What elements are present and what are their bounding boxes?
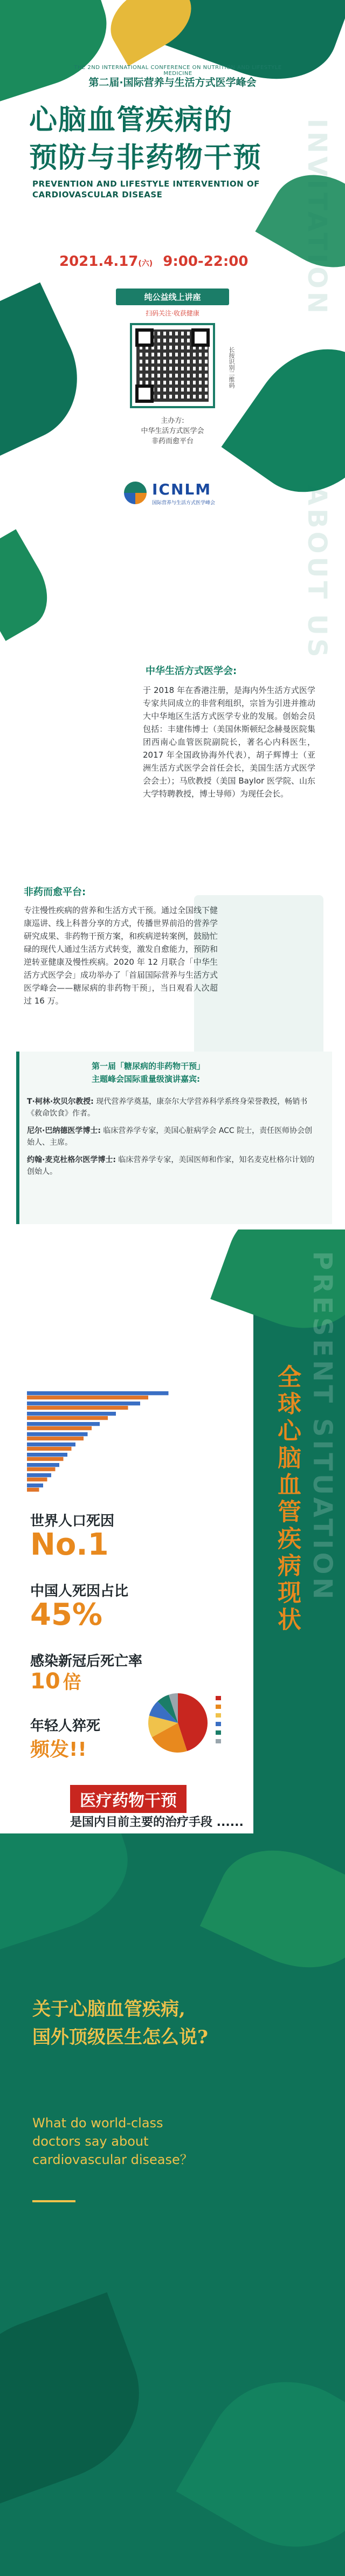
deco-present-situation: PRESENT SITUATION [307,1251,337,1603]
title-en-line1: PREVENTION AND LIFESTYLE INTERVENTION OF [32,179,260,189]
bar-mark [27,1412,116,1416]
speaker-name: 尼尔·巴纳德医学博士: [27,1126,101,1135]
bar-mark [27,1478,47,1481]
bar-mark [27,1406,128,1410]
conference-en: THE 2ND INTERNATIONAL CONFERENCE ON NUTRITION AND LIFESTYLE MEDICINE [74,65,282,77]
qr-panel [116,288,235,466]
platform-paragraph: 专注慢性疾病的营养和生活方式干预。通过全国线下健康巡讲、线上科普分享的方式，传播世界前沿的营养学研究成果、非药物干预方案，和疾病逆转案例，鼓励忙碌的现代人通过生活方式转变，激发自愈能力，预防和逆转亚健康及慢性疾病。2020 年 12 月联合「中华生活方式医学会」成功举办了「首届国际营养与生活方式医学峰会——糖尿病的非药物干预」，当日观看人次超过 16 万。 [24,905,218,1006]
logo-mark-icon [124,482,147,504]
bar-mark [27,1391,169,1395]
deco-about-us: ABOUT US [302,485,332,661]
qr-title: 纯公益线上讲座 [116,288,229,305]
qr-subtitle: 扫码关注·收获健康 [146,310,199,317]
bar-mark [27,1457,64,1461]
pie-legend-swatch [216,1730,221,1735]
leaf-decoration [200,1833,345,1990]
host-info [116,416,229,446]
hero-section [0,0,345,518]
situation-side-title: 全球心脑血管疾病现状 [273,1364,301,1634]
speaker-item [27,1125,318,1149]
stat3-unit: 倍 [63,1672,81,1693]
intervention-tag: 医疗药物干预 [70,1785,187,1813]
speakers-header1: 第一届「糖尿病的非药物干预」 [92,1061,205,1071]
cause-pie-chart [140,1682,248,1763]
stat3-value: 10 [30,1669,60,1694]
bar-mark [27,1437,84,1440]
event-date [59,253,248,270]
stat2-label: 中国人死因占比 [30,1583,129,1599]
pie-legend-swatch [216,1713,221,1718]
bar-mark [27,1483,43,1487]
stat4-label: 年轻人猝死 [30,1718,101,1734]
stat1-label: 世界人口死因 [30,1513,115,1529]
leaf-decoration [0,529,61,641]
bottom-en-q1: What do world-class [32,2115,163,2131]
qr-hint: 长按识别二维码 [228,347,235,388]
intro-paragraph: 于 2018 年在香港注册，是海内外生活方式医学专家共同成立的非营利组织，宗旨为引进并推动大中华地区生活方式医学专业的发展。创始会员包括：丰建伟博士（美国休斯顿纪念赫曼医院集团西南心血管医院副院长，著名心内科医生，2017 年全国政协海外代表），胡子辉博士（亚洲生活方式医学会首任会长，美国生活方式医学会会士）；马欣教授（美国 Baylor 医学院、山东大学特聘教授，博士导师）为现任会长。 [143,685,315,799]
stat3-label: 感染新冠后死亡率 [30,1653,143,1670]
pie-legend-swatch [216,1705,221,1709]
host-label: 主办方: [161,417,184,425]
speaker-item [27,1096,318,1119]
bar-mark [27,1422,100,1426]
bottom-en-q3: cardiovascular disease？ [32,2152,193,2167]
bar-mark [27,1473,51,1477]
bar-mark [27,1467,56,1471]
leaf-decoration [0,1833,144,1953]
speaker-name: T·柯林·坎贝尔教授: [27,1097,94,1106]
bar-mark [27,1416,108,1420]
bottom-cn-q1: 关于心脑血管疾病, [32,1998,185,2020]
pie-legend-swatch [216,1739,221,1743]
intervention-text: 是国内目前主要的治疗手段 ...... [70,1816,244,1829]
leaf-decoration [0,2292,162,2507]
bar-mark [27,1463,59,1467]
bar-mark [27,1396,148,1399]
intervention-section [0,1785,345,1833]
speaker-item [27,1154,318,1178]
pie-legend-swatch [216,1696,221,1700]
logo-text: ICNLM [152,480,212,498]
bar-mark [27,1402,140,1405]
stat3-value-row [30,1667,81,1694]
date-weekday: (六) [138,259,153,268]
event-time: 9:00-22:00 [163,253,249,270]
icnlm-logo [124,477,232,510]
speaker-desc: 现代营养学奠基，康奈尔大学营养科学系终身荣誉教授，畅销书《救命饮食》作者。 [27,1097,308,1118]
bar-mark [27,1442,75,1446]
platform-title: 非药而愈平台: [24,887,86,898]
conference-cn: 第二届·国际营养与生活方式医学峰会 [88,77,257,88]
bar-mark [27,1447,72,1451]
title-line1: 心脑血管疾病的 [29,104,233,136]
bottom-en-q2: doctors say about [32,2134,149,2149]
stat1-value: No.1 [30,1527,109,1562]
bar-mark [27,1432,88,1436]
stat4-value: 频发!! [30,1739,87,1761]
stat2-value: 45% [30,1597,103,1632]
leaf-decoration [176,2351,345,2576]
pie-legend-swatch [216,1722,221,1726]
speaker-name: 约翰·麦克杜格尔医学博士: [27,1156,116,1164]
title-en-line2: CARDIOVASCULAR DISEASE [32,190,163,200]
leaf-decoration [0,0,121,105]
qr-code[interactable] [130,323,235,408]
bottom-section [0,1833,345,2576]
speaker-list [27,1096,318,1178]
leaf-decoration [0,283,99,462]
logo-subtext: 国际营养与生活方式医学峰会 [152,500,216,506]
date-main: 2021.4.17 [59,253,139,270]
bar-mark [27,1426,92,1430]
bottom-cn-q2: 国外顶级医生怎么说? [32,2027,208,2048]
intro-title: 中华生活方式医学会: [146,665,237,677]
bar-mark [27,1488,39,1492]
speaker-desc: 临床营养学专家，美国医师和作家，知名麦克杜格尔计划的创始人。 [27,1156,315,1176]
situation-section [0,1229,345,1833]
speakers-header2: 主题峰会国际重量级演讲嘉宾: [92,1074,200,1084]
title-line2: 预防与非药物干预 [29,142,263,174]
host-org1: 中华生活方式医学会 [141,427,204,435]
speakers-section [0,1052,345,1229]
deco-invitation: INVITATION [302,119,332,317]
mortality-bar-chart [22,1386,199,1499]
bar-mark [27,1453,67,1457]
speaker-desc: 临床营养学专家，美国心脏病学会 ACC 院士，责任医师协会创始人、主席。 [27,1126,313,1147]
host-org2: 非药而愈平台 [151,437,194,445]
